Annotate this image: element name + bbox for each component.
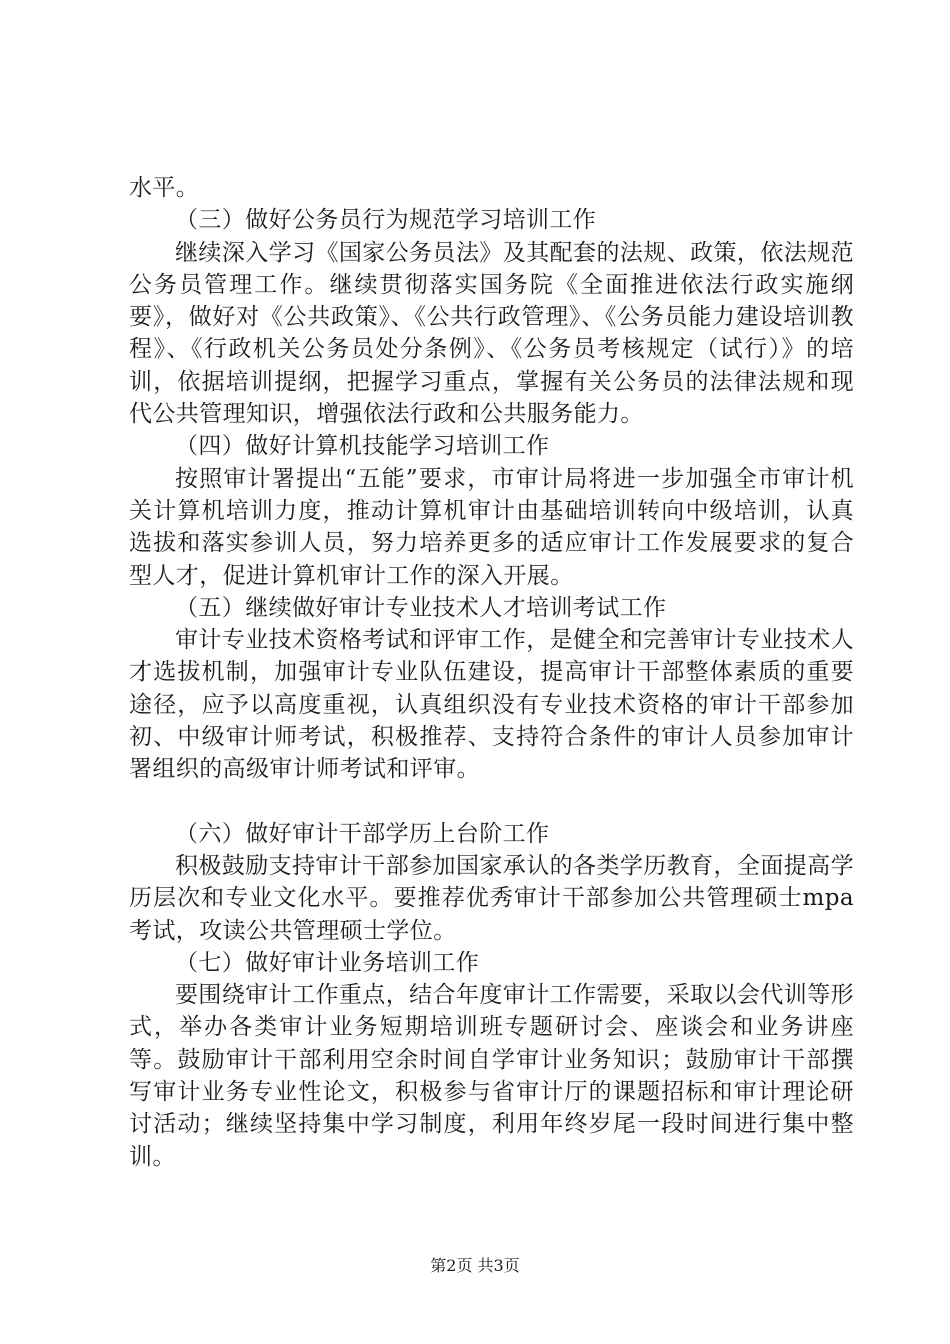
paragraph-section-6: 积极鼓励支持审计干部参加国家承认的各类学历教育，全面提高学历层次和专业文化水平。要推荐优秀审计干部参加公共管理硕士mpa考试，攻读公共管理硕士学位。 (129, 852, 854, 944)
section-heading-5: （五）继续做好审计专业技术人才培训考试工作 (175, 594, 667, 621)
section-heading-4: （四）做好计算机技能学习培训工作 (175, 433, 550, 460)
document-body (129, 172, 854, 1173)
page-footer: 第2页 共3页 (430, 1256, 520, 1275)
paragraph-section-7: 要围绕审计工作重点，结合年度审计工作需要，采取以会代训等形式，举办各类审计业务短期培训班专题研讨会、座谈会和业务讲座等。鼓励审计干部利用空余时间自学审计业务知识；鼓励审计干部撰写审计业务专业性论文，积极参与省审计厅的课题招标和审计理论研讨活动；继续坚持集中学习制度，利用年终岁尾一段时间进行集中整训。 (129, 982, 854, 1170)
paragraph-section-5: 审计专业技术资格考试和评审工作，是健全和完善审计专业技术人才选拔机制，加强审计专业队伍建设，提高审计干部整体素质的重要途径，应予以高度重视，认真组织没有专业技术资格的审计干部参加初、中级审计师考试，积极推荐、支持符合条件的审计人员参加审计署组织的高级审计师考试和评审。 (129, 627, 854, 783)
section-heading-6: （六）做好审计干部学历上台阶工作 (175, 820, 550, 847)
section-heading-7: （七）做好审计业务培训工作 (175, 949, 480, 976)
paragraph-section-4: 按照审计署提出“五能”要求，市审计局将进一步加强全市审计机关计算机培训力度，推动计算机审计由基础培训转向中级培训，认真选拔和落实参训人员，努力培养更多的适应审计工作发展要求的复合型人才，促进计算机审计工作的深入开展。 (129, 465, 854, 589)
paragraph-continuation: 水平。 (129, 175, 200, 201)
blank-line (129, 786, 854, 818)
paragraph-section-3: 继续深入学习《国家公务员法》及其配套的法规、政策，依法规范公务员管理工作。继续贯彻落实国务院《全面推进依法行政实施纲要》，做好对《公共政策》、《公共行政管理》、《公务员能力建设培训教程》、《行政机关公务员处分条例》、《公务员考核规定（试行）》的培训，依据培训提纲，把握学习重点，掌握有关公务员的法律法规和现代公共管理知识，增强依法行政和公共服务能力。 (129, 239, 854, 428)
section-heading-3: （三）做好公务员行为规范学习培训工作 (175, 207, 597, 234)
